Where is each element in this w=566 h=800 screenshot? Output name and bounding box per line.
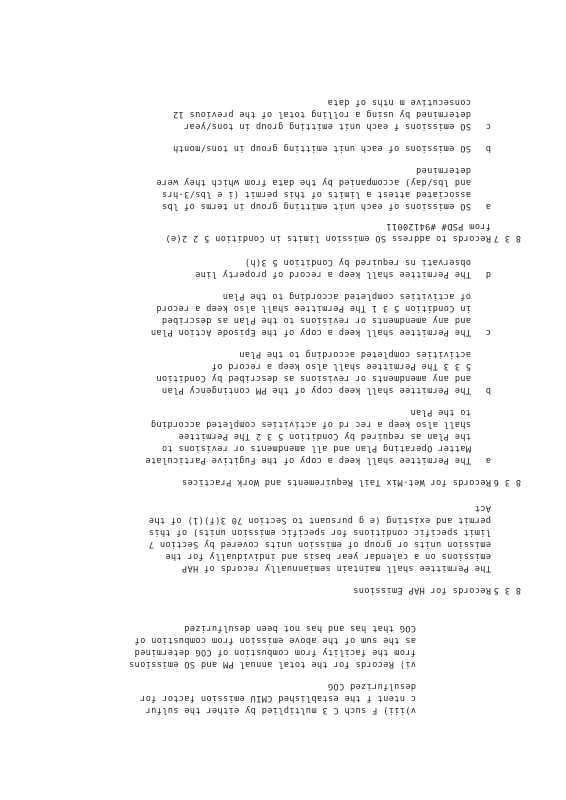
- section-number: 8 3 7: [493, 233, 521, 243]
- item-marker: c: [485, 327, 491, 337]
- text-line: determined by using a rolling total of the previous 12: [172, 109, 471, 119]
- text-line: permit and existing (e g pursuant to Section 70 3(f)(1) of the: [148, 515, 491, 525]
- text-line: vi) Records for the total annual PM and SO emissions: [128, 659, 416, 669]
- text-line: The Permittee shall keep a record of property line: [194, 269, 471, 279]
- text-line: from the facility from combustion of COG determined: [134, 647, 416, 657]
- text-line: desulfurized COG: [327, 681, 416, 691]
- item-marker: b: [485, 143, 491, 153]
- section-number: 8 3 6: [493, 477, 521, 487]
- text-line: activities completed according to the Plan: [238, 349, 471, 359]
- section-heading: Records for HAP Emissions: [352, 585, 491, 595]
- text-line: limit specific conditions for specific emission units) of this: [148, 527, 491, 537]
- text-line: associated attest a limits of this permit (i e lbs/3-hrs: [161, 189, 471, 199]
- text-line: SO emissions of each unit emitting group in tons/month: [172, 143, 471, 153]
- text-line: COG that has and has not been desulfurized: [183, 623, 416, 633]
- text-line: SO emissions of each unit emitting group in terms of lbs: [161, 201, 471, 211]
- text-line: The Permittee shall keep a copy of the Fugitive Particulate: [145, 455, 471, 465]
- text-line: v)iii) F such C 3 multiplied by either the sulfur: [145, 705, 416, 715]
- text-line: shall also keep a rec rd of activities completed according: [150, 419, 471, 429]
- section-heading: Records to address SO emission limits in Condition 5 2 2(e): [165, 233, 491, 243]
- text-line: The Permittee shall keep a copy of the Episode Action Plan: [150, 327, 471, 337]
- text-line: Matter Operating Plan and all amendments or revisions to: [161, 443, 471, 453]
- text-line: to the Plan: [410, 407, 471, 417]
- text-line: emissions on a calendar year basis and individually for the: [165, 551, 491, 561]
- text-line: as the sum of the above emission from combustion of: [134, 635, 416, 645]
- item-marker: d: [485, 269, 491, 279]
- section-number: 8 3 5: [493, 585, 521, 595]
- item-marker: a: [485, 455, 491, 465]
- text-line: of activities completed according to the Plan: [222, 291, 471, 301]
- text-line: and lbs/day) accompanied by the data from which they were: [156, 177, 471, 187]
- text-line: The Permittee shall keep copy of the PM contingency Plan: [161, 385, 471, 395]
- section-heading: from PSD# #94120011: [386, 221, 491, 231]
- item-marker: c: [485, 121, 491, 131]
- item-marker: b: [485, 385, 491, 395]
- text-line: consecutive m nths of data: [327, 97, 471, 107]
- text-line: observati ns required by Condition 5 3(h): [244, 257, 471, 267]
- text-line: emission units or group of emission units covered by Section 7: [148, 539, 491, 549]
- text-line: 5 3 3 The Permittee shall also keep a record of: [211, 361, 471, 371]
- text-line: Act: [474, 503, 491, 513]
- text-line: determined: [415, 165, 471, 175]
- text-line: the Plan as required by Condition 5 3 2 The Permittee: [178, 431, 471, 441]
- text-line: and any amendments or revisions as described by Condition: [156, 373, 471, 383]
- section-heading: Records for Wet-Mix Tail Requirements and Work Practices: [181, 477, 491, 487]
- item-marker: a: [485, 201, 491, 211]
- text-line: The Permittee shall maintain semiannually records of HAP: [181, 563, 491, 573]
- text-line: and any amendments or revisions to the Plan as described: [161, 315, 471, 325]
- text-line: SO emissions f each unit emitting group in tons/year: [183, 121, 471, 131]
- text-line: in Condition 5 3 1 The Permittee shall also keep a record: [156, 303, 471, 313]
- text-line: c ntent f the established CMIU emission factor for: [139, 693, 416, 703]
